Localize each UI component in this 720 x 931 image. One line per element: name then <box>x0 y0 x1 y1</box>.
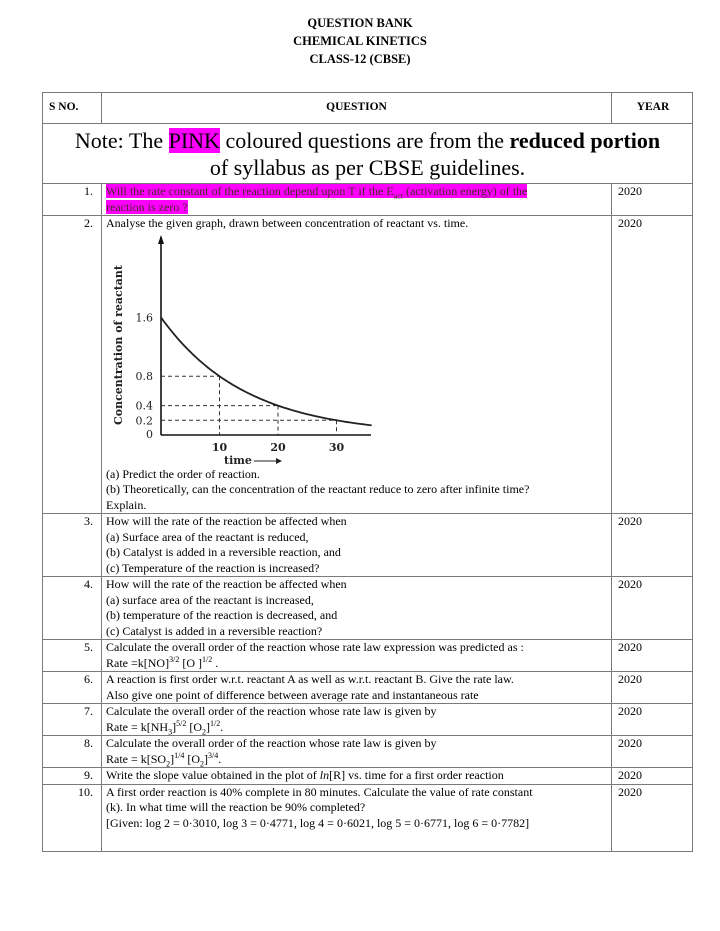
q5-line1: Calculate the overall order of the reaction whose rate law expression was predicted as : <box>106 640 524 654</box>
q2-text: Analyse the given graph, drawn between concentration of reactant vs. time. <box>106 216 469 230</box>
y-tick-label: 1.6 <box>135 310 153 324</box>
dashed-guides <box>161 376 337 435</box>
note-middle: coloured questions are from the <box>219 128 510 153</box>
q2-part-c: Explain. <box>106 497 147 512</box>
q3-line: How will the rate of the reaction be affected when <box>106 514 347 528</box>
doc-title-line2: CHEMICAL KINETICS <box>293 34 427 48</box>
q8-line1: Calculate the overall order of the reaction whose rate law is given by <box>106 736 437 750</box>
question-number: 7. <box>43 704 102 736</box>
q4-line: (b) temperature of the reaction is decreased, and <box>106 608 338 622</box>
question-text <box>102 184 612 216</box>
question-year: 2020 <box>612 672 693 704</box>
col-sno-header: S NO. <box>43 93 102 124</box>
table-row <box>43 184 693 216</box>
note-row <box>43 124 693 184</box>
y-axis-label: Concentration of reactant <box>112 264 125 425</box>
q8-rate-law: Rate = $k[SO_2]^{1/4}$ $[O_2]^{3/4}$. <box>106 750 222 768</box>
note-prefix: Note: The <box>74 128 169 153</box>
doc-title-line1: QUESTION BANK <box>307 16 413 30</box>
question-number: 6. <box>43 672 102 704</box>
question-text <box>102 216 612 514</box>
question-number: 8. <box>43 736 102 768</box>
q7-rate-law: Rate = $k[NH_3]^{5/2}$ $[O_2]^{1/2}$. <box>106 718 224 736</box>
note-suffix: of syllabus as per CBSE guidelines. <box>209 155 526 180</box>
doc-title-line3: CLASS-12 (CBSE) <box>309 52 411 66</box>
q3-line: (c) Temperature of the reaction is increased? <box>106 560 320 575</box>
table-row <box>43 672 693 704</box>
table-row <box>43 216 693 514</box>
question-text <box>102 784 612 851</box>
q10-line: (k). In what time will the reaction be 90% completed? <box>106 800 366 814</box>
question-text <box>102 736 612 768</box>
question-number: 2. <box>43 216 102 514</box>
table-row <box>43 736 693 768</box>
q3-line: (b) Catalyst is added in a reversible reaction, and <box>106 545 341 559</box>
question-text <box>102 514 612 577</box>
concentration-time-graph <box>106 235 376 465</box>
x-label-arrow <box>254 458 282 464</box>
question-number: 5. <box>43 640 102 672</box>
y-axis-arrow <box>158 235 164 244</box>
y-tick-label: 0.8 <box>135 369 153 383</box>
note-pink-word: PINK <box>168 128 220 153</box>
x-tick-label: 20 <box>270 440 286 454</box>
question-year: 2020 <box>612 184 693 216</box>
q2-part-a: (a) Predict the order of reaction. <box>106 466 260 481</box>
question-number: 3. <box>43 514 102 577</box>
x-tick-label: 30 <box>328 440 345 454</box>
question-text <box>102 640 612 672</box>
x-tick-label: 10 <box>211 440 228 454</box>
y-tick-label: 0.4 <box>135 399 153 413</box>
question-year: 2020 <box>612 640 693 672</box>
q4-line: How will the rate of the reaction be affected when <box>106 577 347 591</box>
question-number: 4. <box>43 577 102 640</box>
table-row <box>43 704 693 736</box>
col-year-header: YEAR <box>612 93 693 124</box>
table-row <box>43 768 693 785</box>
table-row <box>43 640 693 672</box>
question-year: 2020 <box>612 216 693 514</box>
q1-line1: Will the rate constant of the reaction depend upon T if the $E_{act}$ (activation energy) of the <box>106 184 528 201</box>
series-line <box>161 317 372 425</box>
y-tick-labels <box>136 311 154 441</box>
q2-part-b: (b) Theoretically, can the concentration of the reactant reduce to zero after infinite time? <box>106 482 530 496</box>
q4-line: (c) Catalyst is added in a reversible reaction? <box>106 623 323 638</box>
question-number: 1. <box>43 184 102 216</box>
q6-line: A reaction is first order w.r.t. reactant A as well as w.r.t. reactant B. Give the rate law. <box>106 672 514 686</box>
y-tick-label: 0 <box>146 427 153 441</box>
question-year: 2020 <box>612 784 693 851</box>
q10-line: [Given: log 2 = 0·3010, log 3 = 0·4771, log 4 = 0·6021, log 5 = 0·6771, log 6 = 0·7782] <box>106 815 530 830</box>
question-year: 2020 <box>612 514 693 577</box>
x-axis-label: time <box>224 453 252 465</box>
col-question-header: QUESTION <box>102 93 612 124</box>
question-table <box>42 92 693 852</box>
table-row <box>43 784 693 851</box>
q5-rate-law: Rate =k[NO]$^{3/2}$ [O ]$^{1/2}$ . <box>106 654 219 670</box>
question-number: 9. <box>43 768 102 785</box>
question-text <box>102 672 612 704</box>
question-text: Write the slope value obtained in the plot of ln[R] vs. time for a first order reaction <box>102 768 612 785</box>
question-text <box>102 577 612 640</box>
question-number: 10. <box>43 784 102 851</box>
q4-line: (a) surface area of the reactant is increased, <box>106 592 314 607</box>
graph-axes <box>158 235 371 435</box>
table-header-row <box>43 93 693 124</box>
question-year: 2020 <box>612 704 693 736</box>
note-cell <box>43 124 693 184</box>
q10-line: A first order reaction is 40% complete in 80 minutes. Calculate the value of rate constant <box>106 784 533 799</box>
table-row <box>43 514 693 577</box>
table-row <box>43 577 693 640</box>
x-tick-labels <box>212 441 345 454</box>
question-year: 2020 <box>612 577 693 640</box>
question-year: 2020 <box>612 736 693 768</box>
y-tick-label: 0.2 <box>135 413 153 427</box>
q1-line2: reaction is zero ? <box>106 199 188 214</box>
q7-line1: Calculate the overall order of the reaction whose rate law is given by <box>106 704 437 718</box>
question-text <box>102 704 612 736</box>
q6-line: Also give one point of difference between average rate and instantaneous rate <box>106 687 479 702</box>
note-bold: reduced portion <box>509 128 661 153</box>
q3-line: (a) Surface area of the reactant is reduced, <box>106 529 309 544</box>
question-year: 2020 <box>612 768 693 785</box>
